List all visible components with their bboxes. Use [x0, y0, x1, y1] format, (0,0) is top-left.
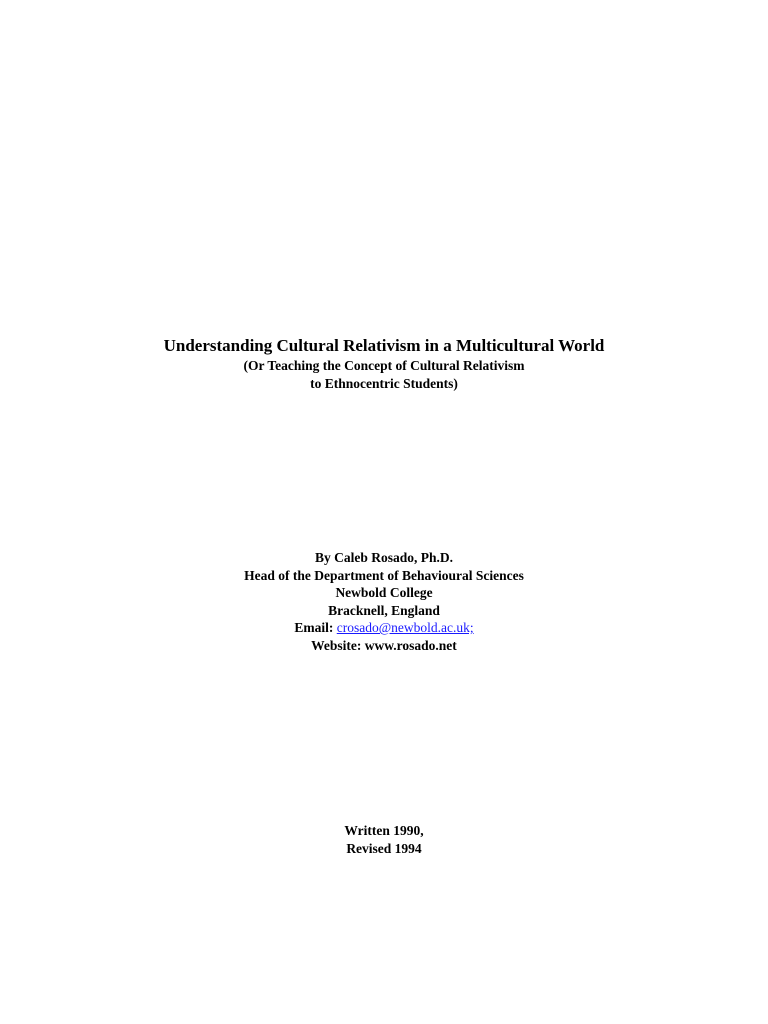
- revised-date: Revised 1994: [346, 840, 422, 856]
- author-block: [0, 549, 768, 654]
- title-block: [0, 335, 768, 392]
- document-subtitle-line-2: to Ethnocentric Students): [310, 375, 458, 391]
- author-location: Bracknell, England: [328, 602, 440, 618]
- author-website: Website: www.rosado.net: [311, 637, 457, 653]
- written-date: Written 1990,: [344, 823, 424, 838]
- author-position: Head of the Department of Behavioural Sciences: [244, 567, 524, 583]
- author-institution: Newbold College: [335, 585, 433, 600]
- email-link[interactable]: crosado@newbold.ac.uk;: [336, 620, 474, 635]
- date-block: [0, 822, 768, 857]
- email-label: Email:: [294, 620, 337, 635]
- author-byline: By Caleb Rosado, Ph.D.: [314, 550, 454, 565]
- author-email-line: [0, 619, 768, 637]
- document-title: Understanding Cultural Relativism in a Multicultural World: [163, 336, 605, 355]
- document-subtitle-line-1: (Or Teaching the Concept of Cultural Relativism: [243, 358, 525, 373]
